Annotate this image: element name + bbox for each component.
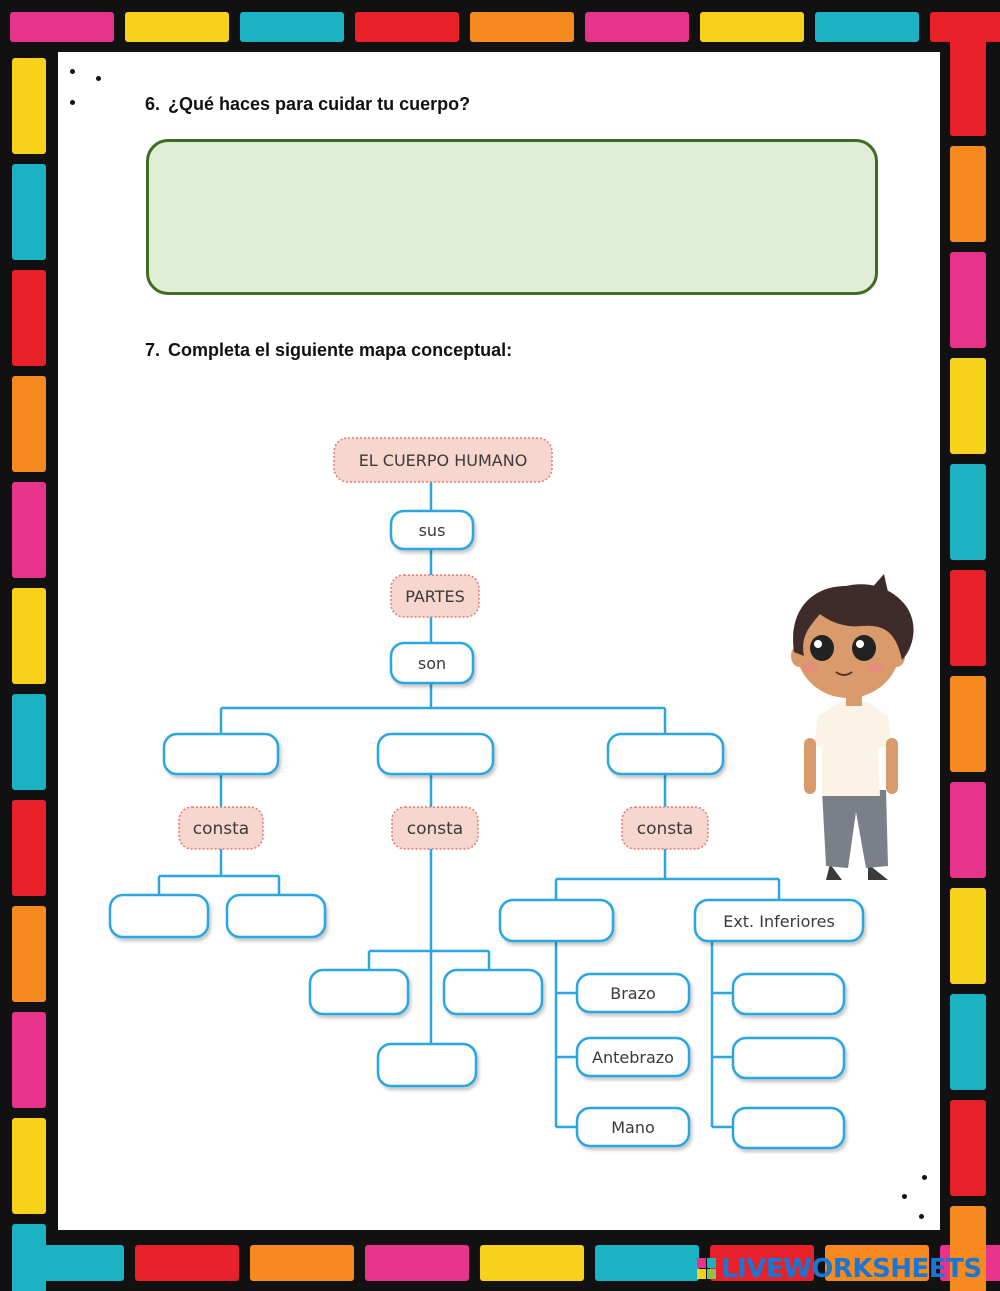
blank-node[interactable] [378, 734, 493, 774]
blank-node[interactable] [444, 970, 542, 1014]
question-text: Completa el siguiente mapa conceptual: [168, 340, 513, 360]
watermark-text: LIVEWORKSHEETS [721, 1254, 982, 1284]
node-brazo-label: Brazo [610, 984, 656, 1003]
blank-node[interactable] [378, 1044, 476, 1086]
node-consta-label: consta [406, 819, 464, 839]
question-number: 7. [145, 340, 161, 360]
node-root-label: EL CUERPO HUMANO [358, 451, 528, 470]
boy-illustration [791, 574, 914, 880]
node-link-son-label: son [417, 654, 447, 673]
node-consta-label: consta [636, 819, 694, 839]
blank-node[interactable] [110, 895, 208, 937]
node-antebrazo-label: Antebrazo [592, 1048, 674, 1067]
question-text: ¿Qué haces para cuidar tu cuerpo? [168, 94, 471, 114]
node-partes-label: PARTES [405, 587, 465, 606]
blank-node[interactable] [500, 900, 613, 941]
liveworksheets-watermark [697, 1254, 982, 1284]
liveworksheets-logo-icon [697, 1258, 717, 1280]
node-link-sus-label: sus [418, 521, 446, 540]
blank-node[interactable] [733, 1038, 844, 1078]
node-mano-label: Mano [611, 1118, 655, 1137]
blank-node[interactable] [164, 734, 278, 774]
blank-node[interactable] [227, 895, 325, 937]
blank-node[interactable] [733, 1108, 844, 1148]
blank-node[interactable] [310, 970, 408, 1014]
node-consta-label: consta [192, 819, 250, 839]
blank-node[interactable] [733, 974, 844, 1014]
node-ext-inferiores-label: Ext. Inferiores [723, 912, 835, 931]
blank-node[interactable] [608, 734, 723, 774]
question-number: 6. [145, 94, 161, 114]
